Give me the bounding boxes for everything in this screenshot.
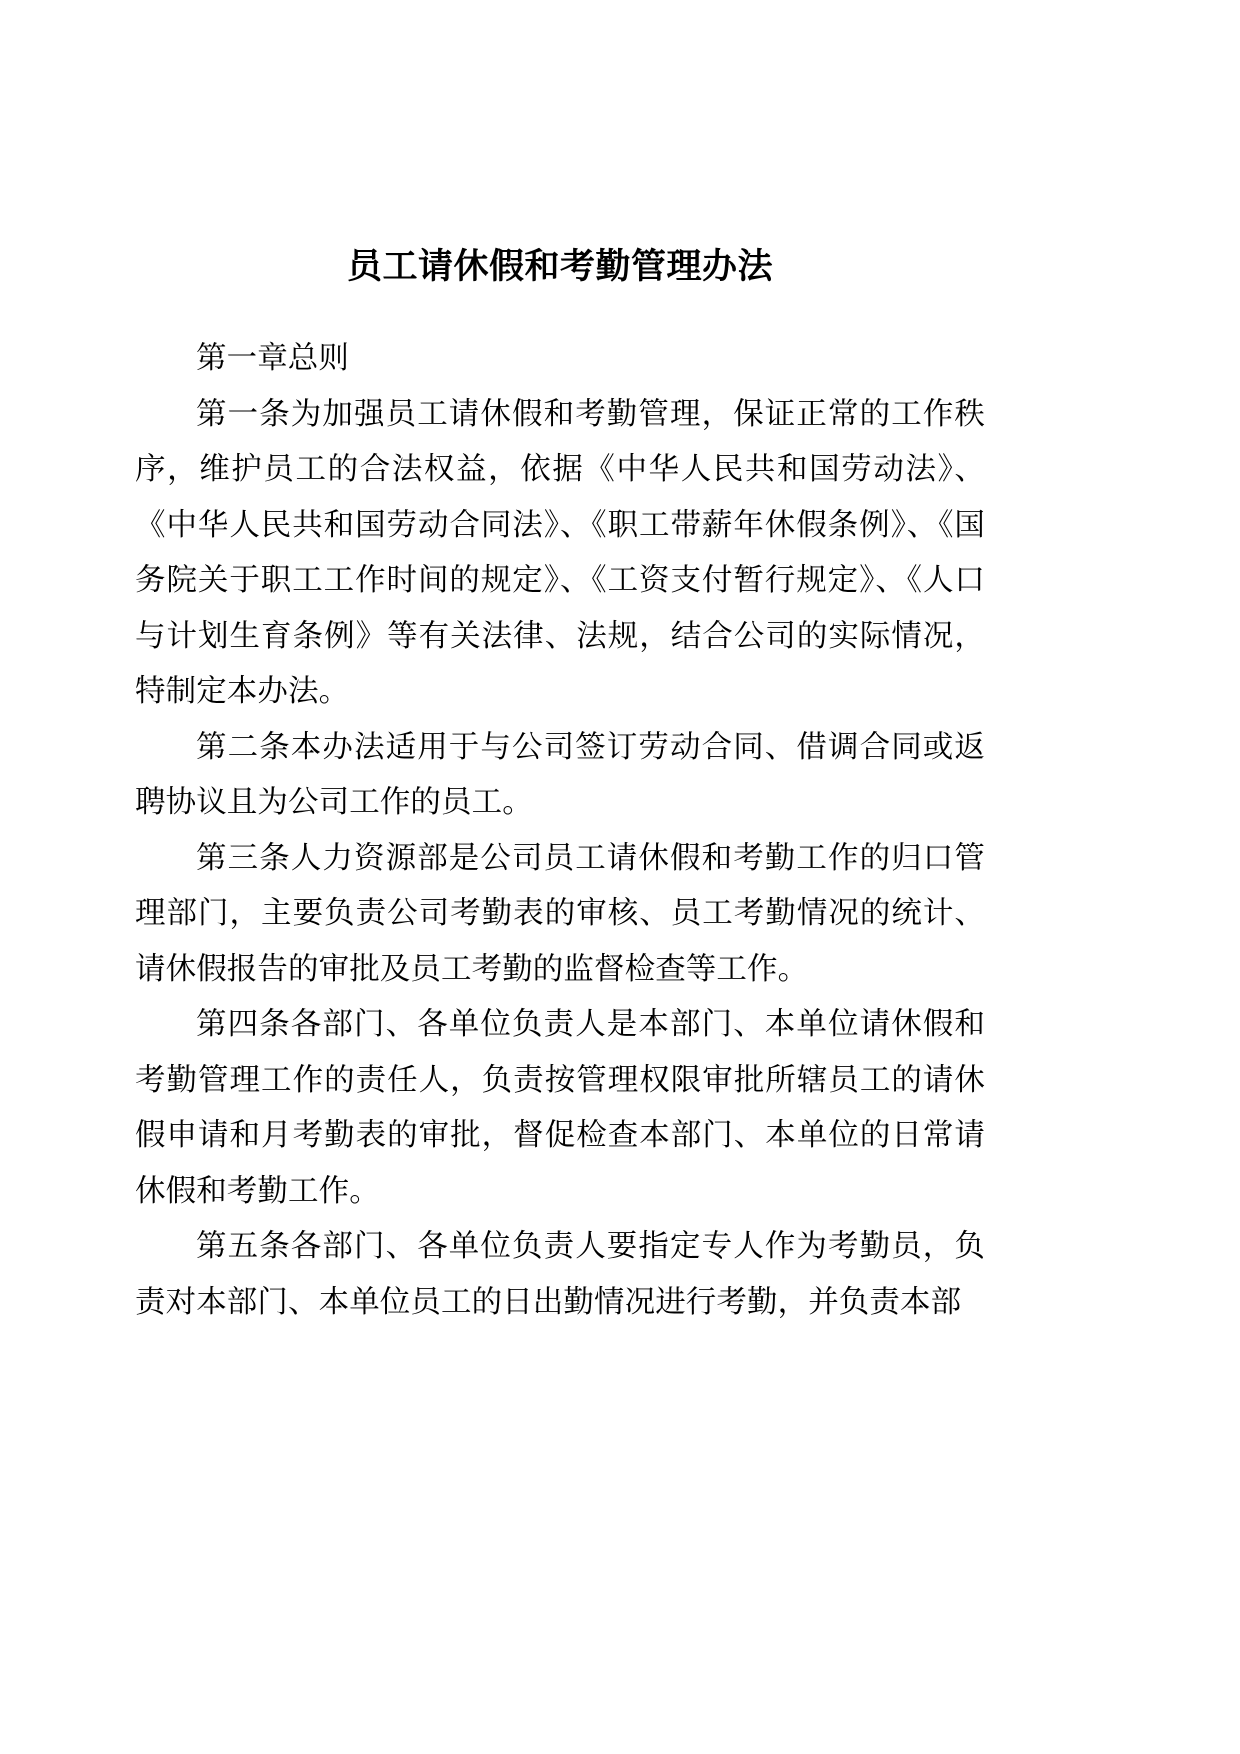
- article-paragraph-3: 第三条人力资源部是公司员工请休假和考勤工作的归口管理部门，主要负责公司考勤表的审核、员工考勤情况的统计、请休假报告的审批及员工考勤的监督检查等工作。: [135, 840, 985, 987]
- article-paragraph-2: 第二条本办法适用于与公司签订劳动合同、借调合同或返聘协议且为公司工作的员工。: [135, 729, 985, 820]
- article-paragraph-5: 第五条各部门、各单位负责人要指定专人作为考勤员，负责对本部门、本单位员工的日出勤情况进行考勤，并负责本部: [135, 1229, 985, 1320]
- article-paragraph-1: 第一条为加强员工请休假和考勤管理，保证正常的工作秩序，维护员工的合法权益，依据《中华人民共和国劳动法》、《中华人民共和国劳动合同法》、《职工带薪年休假条例》、《国务院关于职工工作时间的规定》、《工资支付暂行规定》、《人口与计划生育条例》等有关法律、法规，结合公司的实际情况，特制定本办法。: [135, 396, 985, 709]
- document-body: [135, 0, 985, 1330]
- chapter-heading: 第一章总则: [196, 341, 349, 376]
- document-content: [135, 331, 985, 1330]
- article-paragraph-4: 第四条各部门、各单位负责人是本部门、本单位请休假和考勤管理工作的责任人，负责按管理权限审批所辖员工的请休假申请和月考勤表的审批，督促检查本部门、本单位的日常请休假和考勤工作。: [135, 1007, 985, 1209]
- page-title: 员工请休假和考勤管理办法: [346, 247, 773, 287]
